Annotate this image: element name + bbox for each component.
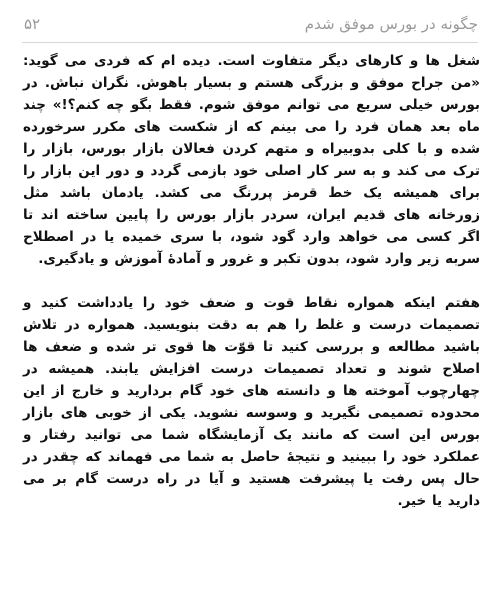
running-header: [24, 10, 478, 38]
paragraph-2: هفتم اینکه همواره نقاط قوت و ضعف خود را یادداشت کنید و تصمیمات درست و غلط را هم به دقت بنویسید. همواره در تلاش باشید مطالعه و بررسی کنید تا قوّت ها قوی تر شده و ضعف ها اصلاح شوند و تعداد تصمیمات درست افزایش یابند. همیشه در چهارچوب آموخته ها و دانسته های خود گام بردارید و خارج از این محدوده تصمیمی نگیرید و وسوسه نشوید. یکی از خوبی های بازار بورس این است که مانند یک آزمایشگاه شما می توانید رفتار و عملکرد خود را ببینید و نتیجهٔ حاصل به شما می فهماند که چقدر در حال پس رفت یا پیشرفت هستید و آیا در راه درست گام بر می دارید یا خیر.: [23, 295, 480, 509]
page-number: ۵۲: [24, 15, 41, 33]
body-text: [23, 50, 480, 512]
paragraph-1: شغل ها و کارهای دیگر متفاوت است. دیده ام که فردی می گوید: «من جراح موفق و بزرگی هستم و بسیار باهوش. نگران نباش. در بورس خیلی سریع می توانم موفق شوم. فقط بگو چه کنم؟!» چند ماه بعد همان فرد را می بینم که از شکست های مکرر سرخورده شده و با کلی بدوبیراه و متهم کردن فعالان بازار بورس، بازار را ترک می کند و به سر کار اصلی خود بازمی گردد و دور این بازار را برای همیشه یک خط قرمز پررنگ می کشد. یادمان باشد مثل زورخانه های قدیم ایران، سردر بازار بورس را پایین ساخته اند تا اگر کسی می خواهد وارد گود شود، با سری خمیده یا در اصطلاح سربه زیر وارد شود، بدون تکبر و غرور و آمادهٔ آموزش و یادگیری.: [23, 53, 480, 267]
header-divider: [22, 42, 478, 43]
book-title: چگونه در بورس موفق شدم: [304, 15, 478, 33]
